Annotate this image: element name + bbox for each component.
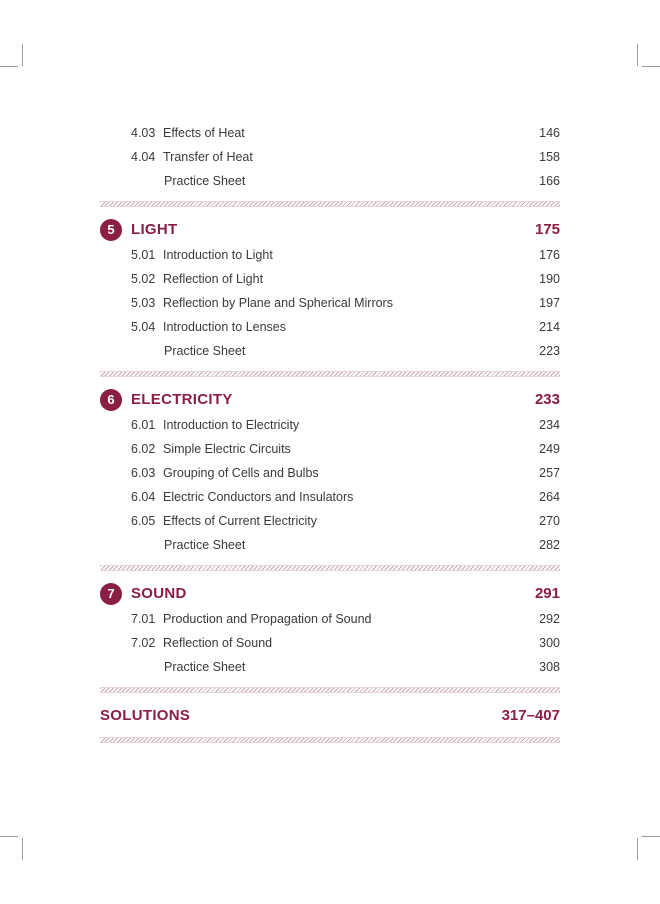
entry-title: Transfer of Heat (163, 150, 253, 164)
crop-mark (637, 838, 638, 860)
entry-number: 5.02 (131, 272, 156, 286)
chapter-number-badge: 6 (100, 389, 122, 411)
crop-mark (637, 44, 638, 66)
toc-entry[interactable] (100, 631, 560, 655)
entry-title: Introduction to Electricity (163, 418, 300, 432)
entry-title: Simple Electric Circuits (163, 442, 291, 456)
crop-mark (22, 44, 23, 66)
crop-mark (0, 66, 18, 67)
entry-page: 176 (539, 248, 560, 262)
toc-entry[interactable] (100, 485, 560, 509)
entry-number: 4.04 (131, 150, 156, 164)
entry-page: 308 (539, 660, 560, 674)
table-of-contents (100, 121, 560, 753)
toc-entry[interactable] (100, 315, 560, 339)
entry-number: 6.01 (131, 418, 156, 432)
chapter-title: ELECTRICITY (131, 391, 233, 408)
solutions-title: SOLUTIONS (100, 707, 191, 724)
entry-title: Introduction to Lenses (163, 320, 286, 334)
entry-number: 6.02 (131, 442, 156, 456)
chapter-heading-sound[interactable] (100, 581, 560, 607)
toc-entry[interactable] (100, 437, 560, 461)
crop-mark (22, 838, 23, 860)
toc-entry[interactable] (100, 145, 560, 169)
chapter-heading-light[interactable] (100, 217, 560, 243)
chapter-number-badge: 7 (100, 583, 122, 605)
solutions-heading[interactable] (100, 703, 560, 729)
entry-title: Effects of Heat (163, 126, 245, 140)
entry-number: 7.01 (131, 612, 156, 626)
divider (100, 737, 560, 743)
chapter-title: SOUND (131, 585, 187, 602)
crop-mark (642, 66, 660, 67)
entry-page: 249 (539, 442, 560, 456)
divider (100, 687, 560, 693)
divider (100, 371, 560, 377)
entry-page: 223 (539, 344, 560, 358)
chapter-page: 291 (534, 585, 560, 602)
entry-title: Effects of Current Electricity (163, 514, 317, 528)
entry-page: 234 (539, 418, 560, 432)
entry-page: 292 (539, 612, 560, 626)
toc-entry-practice[interactable] (100, 533, 560, 557)
entry-title: Grouping of Cells and Bulbs (163, 466, 319, 480)
entry-page: 270 (539, 514, 560, 528)
toc-entry[interactable] (100, 461, 560, 485)
toc-entry-practice[interactable] (100, 655, 560, 679)
chapter-page: 233 (534, 391, 560, 408)
toc-entry[interactable] (100, 243, 560, 267)
toc-entry[interactable] (100, 509, 560, 533)
chapter-number-badge: 5 (100, 219, 122, 241)
entry-number: 4.03 (131, 126, 156, 140)
entry-title: Reflection of Sound (163, 636, 273, 650)
entry-page: 166 (539, 174, 560, 188)
chapter-heading-electricity[interactable] (100, 387, 560, 413)
entry-page: 257 (539, 466, 560, 480)
toc-entry[interactable] (100, 413, 560, 437)
entry-title: Production and Propagation of Sound (163, 612, 372, 626)
entry-number: 6.04 (131, 490, 156, 504)
entry-title: Practice Sheet (164, 174, 246, 188)
entry-page: 264 (539, 490, 560, 504)
crop-mark (642, 836, 660, 837)
entry-title: Reflection by Plane and Spherical Mirrors (163, 296, 393, 310)
entry-number: 5.01 (131, 248, 156, 262)
entry-number: 6.03 (131, 466, 156, 480)
entry-title: Practice Sheet (164, 538, 246, 552)
entry-title: Introduction to Light (163, 248, 273, 262)
toc-entry[interactable] (100, 121, 560, 145)
entry-page: 214 (539, 320, 560, 334)
toc-entry-practice[interactable] (100, 169, 560, 193)
entry-page: 300 (539, 636, 560, 650)
entry-title: Practice Sheet (164, 660, 246, 674)
chapter-page: 175 (534, 221, 560, 238)
toc-entry[interactable] (100, 267, 560, 291)
entry-page: 190 (539, 272, 560, 286)
chapter-title: LIGHT (131, 221, 178, 238)
divider (100, 565, 560, 571)
solutions-pages: 317–407 (501, 707, 560, 724)
entry-page: 197 (539, 296, 560, 310)
entry-number: 6.05 (131, 514, 156, 528)
entry-number: 5.03 (131, 296, 156, 310)
entry-title: Practice Sheet (164, 344, 246, 358)
toc-entry-practice[interactable] (100, 339, 560, 363)
entry-page: 146 (539, 126, 560, 140)
entry-page: 282 (539, 538, 560, 552)
entry-number: 7.02 (131, 636, 156, 650)
toc-entry[interactable] (100, 291, 560, 315)
entry-number: 5.04 (131, 320, 156, 334)
entry-title: Reflection of Light (163, 272, 264, 286)
entry-page: 158 (539, 150, 560, 164)
entry-title: Electric Conductors and Insulators (163, 490, 354, 504)
toc-entry[interactable] (100, 607, 560, 631)
divider (100, 201, 560, 207)
crop-mark (0, 836, 18, 837)
